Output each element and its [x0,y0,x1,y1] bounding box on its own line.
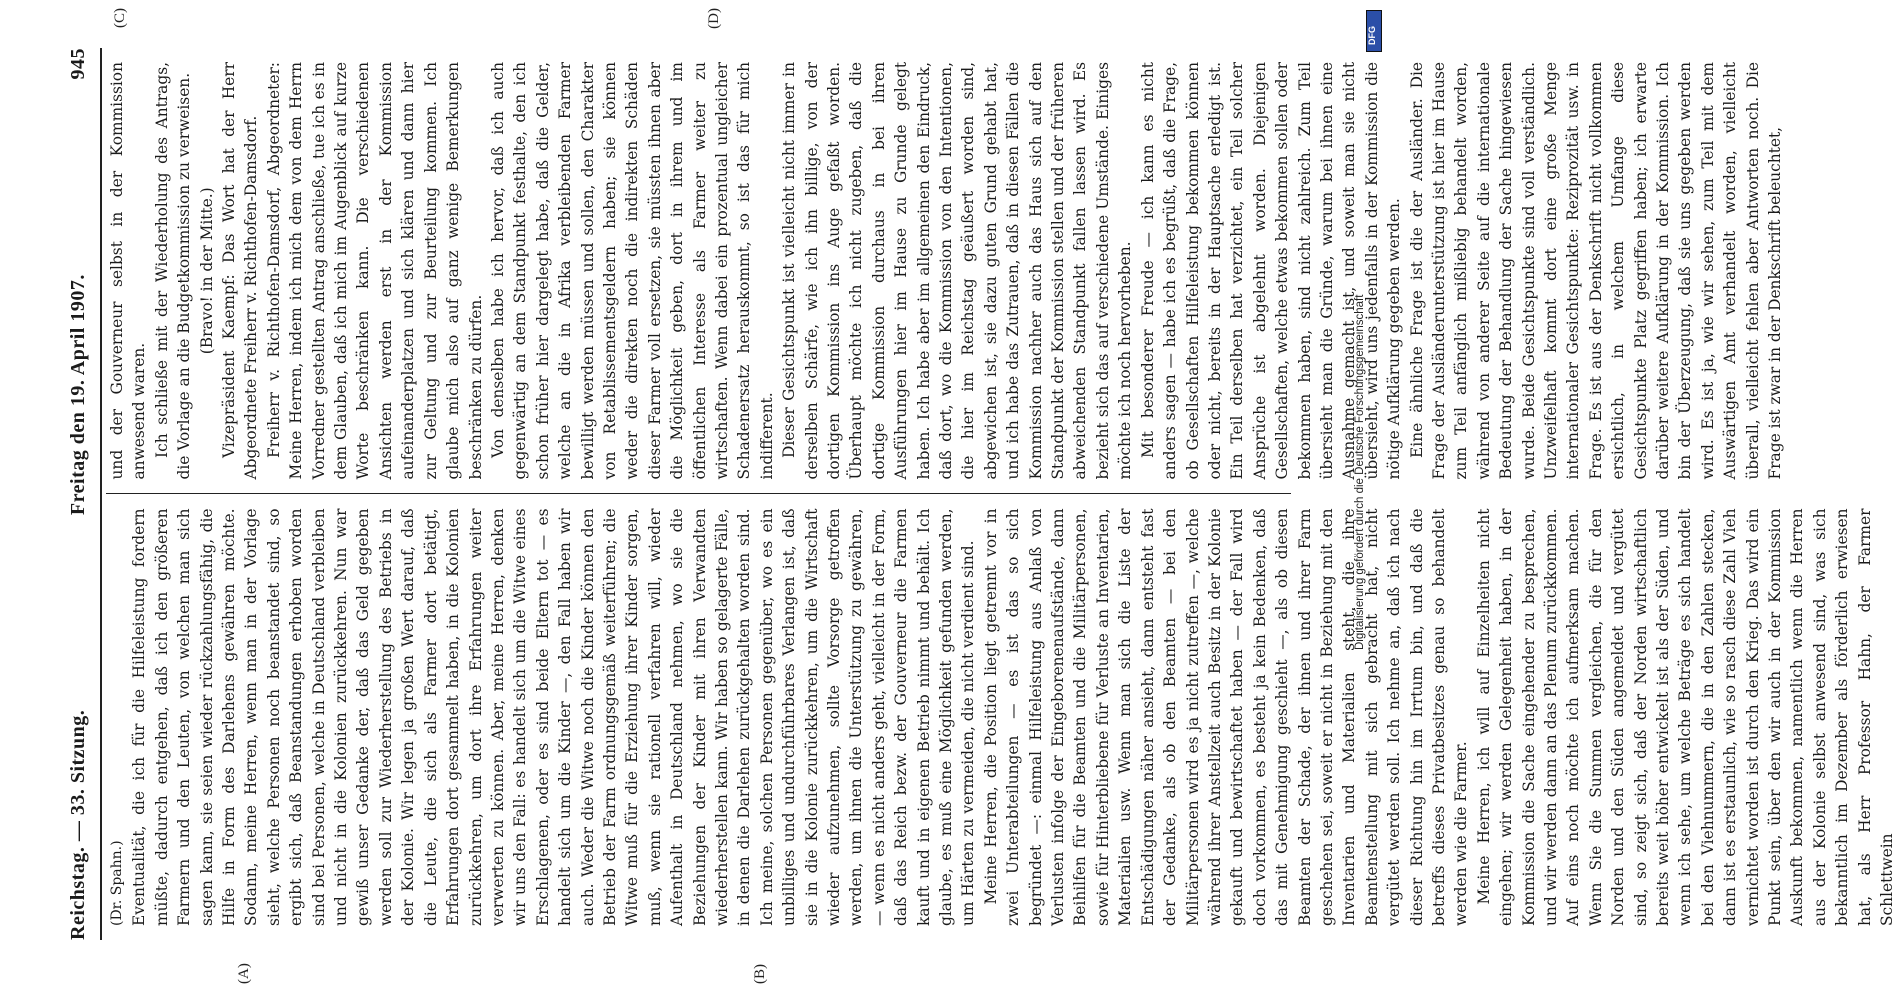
margin-mark-c: (C) [112,8,128,28]
page-header [60,48,96,940]
right-paragraph: und der Gouverneur selbst in der Kommission anwesend waren. [108,62,149,480]
header-center: Freitag den 19. April 1907. [66,274,89,516]
right-paragraph: Freiherr v. Richthofen-Damsdorf, Abgeordneter: Meine Herren, indem ich mich dem von dem Herrn Vorredner gestellten Antrag anschließe, tue ich es in dem Glauben, daß ich mich im Augenblick auf kurze Worte beschränken kann. Die verschiedenen Ansichten werden erst in der Kommission aufeinanderplatzen und sich klären und dann hier zur Geltung und zur Beurteilung kommen. Ich glaube mich also auf ganz wenige Bemerkungen beschränken zu dürfen. [264,62,485,480]
left-paragraph: Eventualität, die ich für die Hilfeleistung fordern müßte, dadurch entgehen, daß ich den größeren Farmern und den Leuten, von welchen man sich sagen kann, sie seien wieder rückzahlungsfähig, die Hilfe in Form des Darlehens gewähren möchte. Sodann, meine Herren, wenn man in der Vorlage sieht, welche Personen noch beanstandet sind, so ergibt sich, daß Beanstandungen erhoben worden sind bei Personen, welche in Deutschland verbleiben und nicht in die Kolonien zurückkehren. Nun war gewiß unser Gedanke der, daß das Geld gegeben werden soll zur Wiederherstellung des Betriebs in der Kolonie. Wir legen ja großen Wert darauf, daß die Leute, die sich als Farmer dort betätigt, Erfahrungen dort gesammelt haben, in die Kolonien zurückkehren, um dort ihre Erfahrungen weiter verwerten zu können. Aber, meine Herren, denken wir uns den Fall: es handelt sich um die Witwe eines Erschlagenen, oder es sind beide Eltern tot — es handelt sich um die Kinder —, den Fall haben wir auch. Weder die Witwe noch die Kinder können den Betrieb der Farm ordnungsgemäß weiterführen; die Witwe muß für die Erziehung ihrer Kinder sorgen, muß, wenn sie rationell verfahren will, wieder Aufenthalt in Deutschland nehmen, wo sie die Beziehungen der Kinder mit ihren Verwandten wiederherstellen kann. Wir haben so gelagerte Fälle, in denen die Darlehen zurückgehalten worden sind. Ich meine, solchen Personen gegenüber, wo es ein unbilliges und undurchführbares Verlangen ist, daß sie in die Kolonie zurückkehren, um die Wirtschaft wieder aufzunehmen, sollte Vorsorge getroffen werden, um ihnen die Unterstützung zu gewähren, — wenn es nicht anders geht, vielleicht in der Form, daß das Reich bezw. der Gouverneur die Farmen kauft und in eigenen Betrieb nimmt und behält. Ich glaube, es muß eine Möglichkeit gefunden werden, um Härten zu vermeiden, die nicht verdient sind. [130,508,978,926]
watermark-text: Digitalisierung gefördert durch die Deutsche Forschungsgemeinschaft [1354,294,1366,650]
margin-mark-d: (D) [706,8,722,29]
page-number: 945 [66,48,89,80]
left-paragraph: Meine Herren, ich will auf Einzelheiten nicht eingehen; wir werden Gelegenheit haben, in der Kommission die Sache eingehender zu besprechen, und wir werden dann an das Plenum zurückkommen. Auf eins noch möchte ich aufmerksam machen. Wenn Sie die Summen vergleichen, die für den Norden und den Süden angemeldet und vergütet sind, so zeigt sich, daß der Norden wirtschaftlich bereits weit höher entwickelt ist als der Süden, und wenn ich sehe, um welche Beträge es sich handelt bei den Viehnummern, die in den Zahlen stecken, dann ist es erstaunlich, wie so rasch diese Zahl Vieh vernichtet worden ist durch den Krieg. Das wird ein Punkt sein, über den wir auch in der Kommission Auskunft bekommen, namentlich wenn die Herren aus der Kolonie selbst anwesend sind, was sich bekanntlich im Dezember als förderlich erwiesen hat, als Herr Professor Hahn, der Farmer Schlettwein [1474,508,1897,926]
right-paragraph: Dieser Gesichtspunkt ist vielleicht nicht immer in derselben Schärfe, wie ich ihn billige, von der dortigen Kommission ins Auge gefaßt worden. Überhaupt möchte ich nicht zugeben, daß die dortige Kommission durchaus in bei ihren Ausführungen hier im Hause zu Grunde gelegt haben. Ich habe aber im allgemeinen den Eindruck, daß dort, wo die Kommission von den Intentionen, die hier im Reichstag geäußert worden sind, abgewichen ist, sie dazu guten Grund gehabt hat, und ich habe das Zutrauen, daß in diesen Fällen die Kommission nachher auch das Haus sich auf den Standpunkt der Kommission stellen und der früheren abweichenden Standpunkt fallen lassen wird. Es bezieht sich das auf verschiedene Umstände. Einiges möchte ich noch hervorheben. [780,62,1135,480]
right-paragraph: Mit besonderer Freude — ich kann es nicht anders sagen — habe ich es begrüßt, daß die Frage, ob Gesellschaften Hilfeleistung bekommen können oder nicht, bereits in der Hauptsache erledigt ist. Ein Teil derselben hat verzichtet, ein Teil solcher Ansprüche ist abgelehnt worden. Diejenigen Gesellschaften, welche etwas bekommen sollen oder bekommen haben, sind nicht zahlreich. Zum Teil übersieht man die Gründe, warum bei ihnen eine Ausnahme gemacht ist, und soweit man sie nicht übersieht, wird uns jedenfalls in der Kommission die nötige Aufklärung gegeben werden. [1138,62,1404,480]
right-paragraph: Ich schließe mit der Wiederholung des Antrags, die Vorlage an die Budgetkommission zu verweisen. [152,62,194,480]
left-column [106,494,1897,984]
funding-watermark [1351,20,1371,1000]
right-paragraph: Von denselben habe ich hervor, daß ich auch gegenwärtig an dem Standpunkt festhalte, den ich schon früher hier dargelegt habe, daß die Gelder, welche an die in Afrika verbleibenden Farmer bewilligt werden müssen und sollen, den Charakter von Retablissementsgeldern haben; sie können weder die direkten noch die indirekten Schäden dieser Farmer voll ersetzen, sie müssten ihnen aber die Möglichkeit geben, dort in ihrem und im öffentlichen Interesse als Farmer weiter zu wirtschaften. Wenn dabei ein prozentual ungleicher Schadenersatz herauskommt, so ist das für mich indifferent. [488,62,776,480]
dfg-logo-text: DFG [1367,26,1377,45]
margin-mark-a: (A) [236,963,252,984]
right-paragraph: Vizepräsident Kaempf: Das Wort hat der Herr Abgeordnete Freiherr v. Richthofen-Damsdorf. [220,62,261,480]
margin-mark-b: (B) [752,964,768,984]
header-rule [100,48,102,940]
left-paragraph: Meine Herren, die Position liegt getrennt vor in zwei Unterabteilungen — es ist das so sich begründet —: einmal Hilfeleistung aus Anlaß von Verlusten infolge der Eingeborenenaufstände, dann Beihilfen für die Beamten und die Militärpersonen, sowie für Hinterbliebene für Verluste an Inventarien, Materialien usw. Wenn man sich die Liste der Entschädigungen näher ansieht, dann entsteht fast der Gedanke, als ob den Beamten — bei den Militärpersonen wird es ja nicht zutreffen —, welche während ihrer Anstellzeit auch Besitz in der Kolonie gekauft und bewirtschaftet haben — der Fall wird doch vorkommen, es besteht ja kein Bedenken, daß das mit Genehmigung geschieht —, als ob diesen Beamten der Schade, der ihnen und ihrer Farm geschehen sei, soweit er nicht in Beziehung mit den Inventarien und Materialien steht, die ihre Beamtenstellung mit sich gebracht hat, nicht vergütet werden soll. Ich nehme an, daß ich nach dieser Richtung hin im Irrtum bin, und daß die betreffs dieses Privatbesitzes genau so behandelt werden wie die Farmer. [981,508,1471,926]
dfg-logo-icon [1366,10,1382,52]
right-paragraph: Eine ähnliche Frage ist die der Ausländer. Die Frage der Ausländerunterstützung ist hier im Hause zum Teil anfänglich mißliebig behandelt worden, während von anderer Seite auf die internationale Bedeutung der Behandlung der Sache hingewiesen wurde. Beide Gesichtspunkte sind voll verständlich. Unzweifelhaft kommt dort eine große Menge internationaler Gesichtspunkte: Reziprozität usw. in Frage. Es ist aus der Denkschrift nicht vollkommen ersichtlich, in welchem Umfange diese Gesichtspunkte Platz gegriffen haben; ich erwarte darüber weitere Aufklärung in der Kommission. Ich bin der Überzeugung, daß sie uns gegeben werden wird. Es ist ja, wie wir sehen, zum Teil mit dem Auswärtigen Amt verhandelt worden, vielleicht überall, vielleicht fehlen aber Antworten noch. Die Frage ist zwar in der Denkschrift beleuchtet, [1407,62,1785,480]
speaker-tag: (Dr. Spahn.) [109,840,125,926]
header-left: Reichstag. — 33. Sitzung. [66,709,89,940]
applause-note: (Bravo! in der Mitte.) [197,187,216,355]
